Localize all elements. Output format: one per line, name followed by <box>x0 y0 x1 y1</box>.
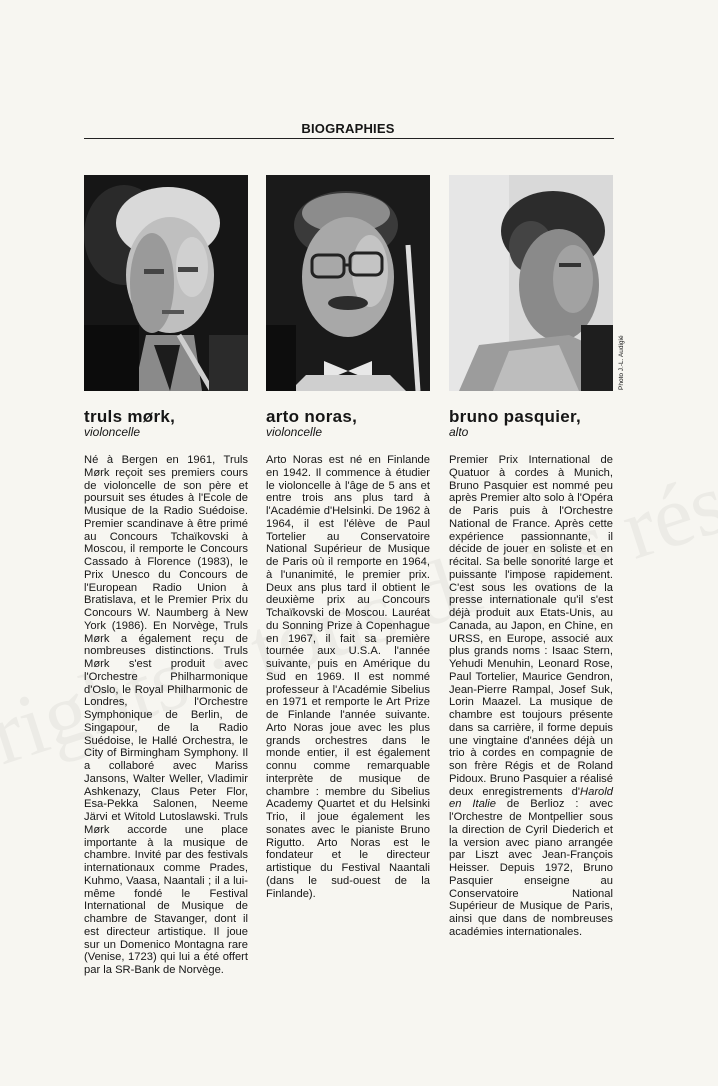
portrait-photo-arto-noras <box>266 175 430 391</box>
biography-text: de Berlioz : avec l'Orchestre de Montpellier sous la direction de Cyril Diederich et la version avec piano arrangée par Liszt avec Jean-François Heisser. Depuis 1972, Bruno Pasquier enseigne au Conservatoire National Supérieur de Musique de Paris, ainsi que dans de nombreuses académies internationales. <box>449 798 613 938</box>
artist-name: truls mørk, <box>84 407 176 426</box>
portrait-photo-bruno-pasquier <box>449 175 613 391</box>
artist-column-truls-mork <box>84 175 248 977</box>
page-title: BIOGRAPHIES <box>301 121 395 136</box>
artist-instrument: alto <box>449 425 469 439</box>
artist-column-arto-noras <box>266 175 430 900</box>
artist-instrument: violoncelle <box>266 425 323 439</box>
artist-name: arto noras, <box>266 407 358 426</box>
biography-text: Premier Prix International de Quatuor à cordes à Munich, Bruno Pasquier est nommé peu après Premier alto solo à l'Opéra de Paris puis à l'Orchestre National de France. Après cette expérience passionnante, il décide de jouer en soliste et en récital. Sa belle sonorité large et puissante l'impose rapidement. C'est sous les ovations de la presse internationale qu'il s'est déjà produit aux Etats-Unis, au Canada, au Japon, en Chine, en URSS, en Europe, associé aux plus grands noms : Isaac Stern, Yehudi Menuhin, Leonard Rose, Paul Tortelier, Maurice Gendron, Jean-Pierre Rampal, Josef Suk, Lorin Maazel. La musique de chambre est toujours présente dans sa carrière, il forme depuis une vingtaine d'années déjà un trio à cordes en compagnie de son frère Régis et de Roland Pidoux. Bruno Pasquier a réalisé deux enregistrements d' <box>449 454 613 798</box>
portrait-photo-truls-mork <box>84 175 248 391</box>
artist-instrument: violoncelle <box>84 425 141 439</box>
header-divider <box>84 138 614 139</box>
artist-column-bruno-pasquier <box>449 175 613 939</box>
artist-biography <box>449 454 613 939</box>
artist-biography: Né à Bergen en 1961, Truls Mørk reçoit ses premiers cours de violoncelle de son père et poursuit ses études à l'Ecole de Musique de la Radio Suédoise. Premier scandinave à être primé au Concours Tchaïkovski à Moscou, il remporte le Concours Cassado à Florence (1983), le Prix Unesco du Concours de l'European Radio Union à Bratislava, et le Premier Prix du Concours W. Naumberg à New York (1986). En Norvège, Truls Mørk a également reçu de nombreuses distinctions. Truls Mørk s'est produit avec l'Orchestre Philharmonique d'Oslo, le Royal Philharmonic de Londres, l'Orchestre Symphonique de Berlin, de Singapour, de la Radio Suédoise, le Hallé Orchestra, le City of Birmingham Symphony. Il a collaboré avec Mariss Jansons, Walter Weller, Vladimir Ashkenazy, Claus Peter Flor, Esa-Pekka Salonen, Neeme Järvi et Witold Lutoslawski. Truls Mørk accorde une place importante à la musique de chambre. Invité par des festivals internationaux comme Prades, Kuhmo, Vaasa, Naantali ; il a lui-même fondé le Festival International de Musique de chambre de Stavanger, dont il est directeur artistique. Il joue sur un Domenico Montagna rare (Venise, 1723) qui lui a été offert par la SR-Bank de Norvège. <box>84 454 248 976</box>
artist-biography: Arto Noras est né en Finlande en 1942. Il commence à étudier le violoncelle à l'âge de 5 ans et entre trois ans plus tard à l'Académie d'Helsinki. De 1962 à 1964, il est l'élève de Paul Tortelier au Conservatoire National Supérieur de Musique de Paris où il remporte en 1964, à l'unanimité, le premier prix. Deux ans plus tard il obtient le deuxième prix au Concours Tchaïkovski de Moscou. Lauréat du Sonning Prize à Copenhague en 1967, il fait sa première tournée aux U.S.A. l'année suivante, puis en Amérique du Sud en 1969. Il est nommé professeur à l'Académie Sibelius en 1971 et remporte le Art Prize de Finlande l'année suivante. Arto Noras joue avec les plus grands orchestres dans le monde entier, il est également connu comme remarquable interprète de musique de chambre : membre du Sibelius Academy Quartet et du Helsinki Trio, il joue également les sonates avec le pianiste Bruno Rigutto. Arto Noras est le fondateur et le directeur artistique du Festival Naantali (dans le sud-ouest de la Finlande). <box>266 454 430 900</box>
work-title: Harold en Italie <box>449 785 613 811</box>
photo-credit: Photo J.-L. Audigié <box>618 335 625 390</box>
artist-name: bruno pasquier, <box>449 407 582 426</box>
